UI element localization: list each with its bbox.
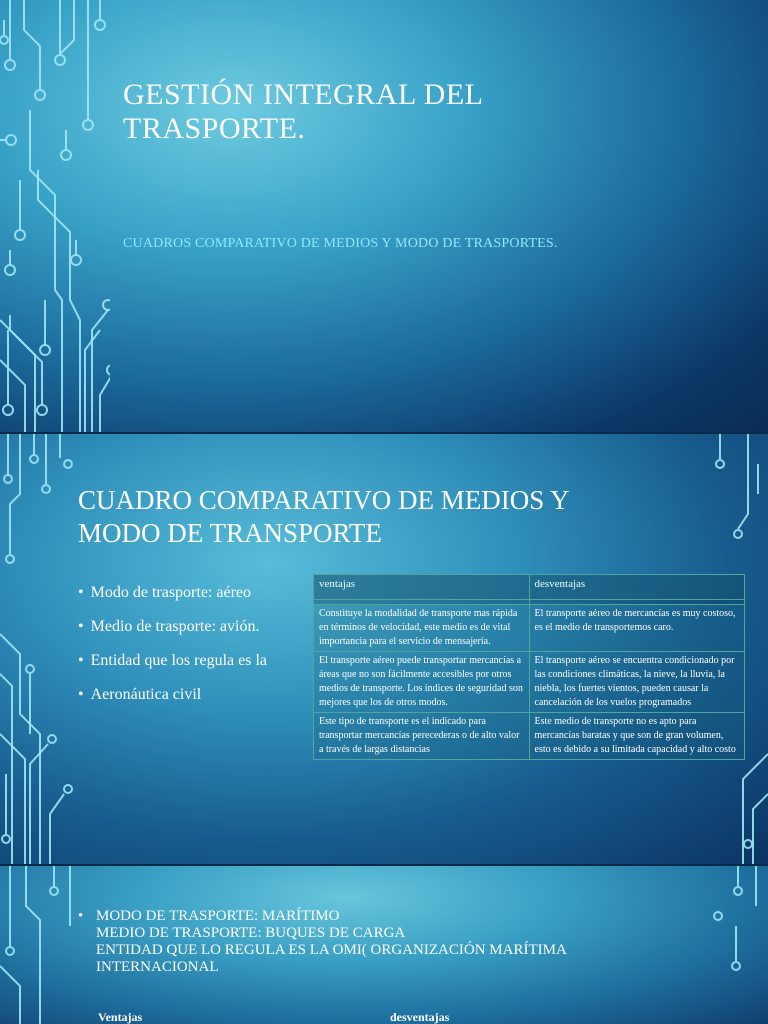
table-cell: Este medio de transporte no es apto para mercancías baratas y que son de gran volumen, esto es debido a su limitada capacidad y alto costo [529,713,745,760]
table-row [314,652,745,713]
title-line-2: MODO DE TRANSPORTE [78,518,382,548]
list-item: • MODO DE TRASPORTE: MARÍTIMO [78,908,567,925]
circuit-decoration-left [0,866,90,1024]
list-item: • Aeronáutica civil [78,686,267,704]
table-cell: El transporte aéreo puede transportar mercancías a áreas que no son fácilmente accesibles por otros medios de transporte. Los índices de seguridad son mejores que los de otros modos. [314,652,530,713]
list-item: ENTIDAD QUE LO REGULA ES LA OMI( ORGANIZACIÓN MARÍTIMA [96,942,567,958]
column-header-desventajas: desventajas [529,575,745,600]
table-cell: El transporte aéreo de mercancías es muy costoso, es el medio de transportemos caro. [529,605,745,652]
slide-2 [0,434,768,864]
list-item: MEDIO DE TRASPORTE: BUQUES DE CARGA [96,925,406,941]
slide-3 [0,866,768,1024]
table-row [314,605,745,652]
slide-3-bullets [78,908,567,976]
comparison-table [313,574,745,760]
table-cell: El transporte aéreo se encuentra condicionado por las condiciones climáticas, la nieve, la lluvia, la niebla, los fuertes vientos, pueden causar la cancelación de los vuelos programados [529,652,745,713]
slide-2-title [78,484,570,550]
table-cell: Constituye la modalidad de transporte mas rápida en términos de velocidad, este medio es de vital importancia para el servicio de mensajería. [314,605,530,652]
table-header-row [314,575,745,600]
circuit-decoration [0,0,110,432]
title-line-1: GESTIÓN INTEGRAL DEL [123,78,484,111]
slide-1-subtitle: CUADROS COMPARATIVO DE MEDIOS Y MODO DE TRASPORTES. [123,236,558,251]
column-header-desventajas: desventajas [390,1010,450,1024]
circuit-decoration-right [698,866,768,1024]
circuit-decoration-left [0,434,80,864]
list-item: • Medio de trasporte: avión. [78,618,267,636]
slide-1-title [123,78,484,146]
table-cell: Este tipo de transporte es el indicado para transportar mercancías perecederas o de alto valor a través de largas distancias [314,713,530,760]
column-header-ventajas: Ventajas [98,1010,143,1024]
slide-1 [0,0,768,432]
title-line-1: CUADRO COMPARATIVO DE MEDIOS Y [78,485,570,515]
list-item: • Modo de trasporte: aéreo [78,584,267,602]
list-item: • Entidad que los regula es la [78,652,267,670]
table-row [314,713,745,760]
title-line-2: TRASPORTE. [123,112,306,145]
bullet-list [78,584,267,720]
column-header-ventajas: ventajas [314,575,530,600]
list-item: INTERNACIONAL [96,959,219,975]
